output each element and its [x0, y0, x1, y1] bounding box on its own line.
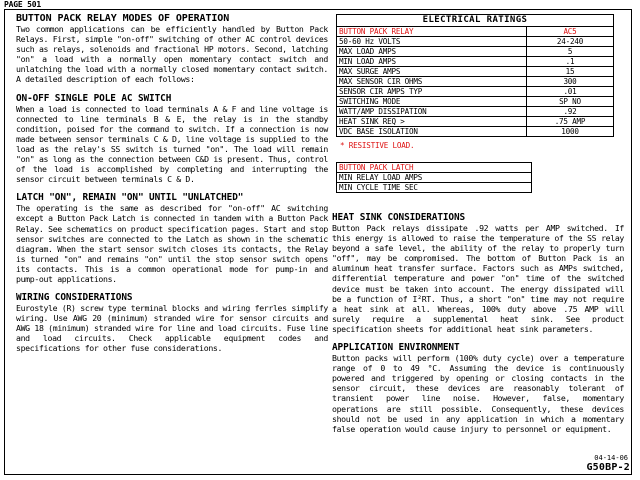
ratings-row [337, 27, 614, 37]
latch-row: MIN RELAY LOAD AMPS [337, 173, 532, 183]
ratings-title: ELECTRICAL RATINGS [337, 15, 614, 27]
ratings-row [337, 67, 614, 77]
page-label: PAGE 501 [4, 0, 41, 9]
ratings-value: 300 [527, 77, 614, 87]
right-column [332, 14, 628, 443]
ratings-row [337, 127, 614, 137]
ratings-value: .92 [527, 107, 614, 117]
intro-paragraph: Two common applications can be efficiently handled by Button Pack Relays. First, simple "on-off" switching of other AC control devices such as relays, solenoids and fractional HP motors. Second, latching "on" a load with a normally open momentary contact switch and unlatching the load with a normally closed momentary contact switch. A detailed description of each follows: [16, 24, 328, 85]
footer-code: G50BP-2 [586, 462, 630, 473]
ratings-label: MAX SENSOR CIR OHMS [337, 77, 527, 87]
section-text-wiring: Eurostyle (R) screw type terminal blocks and wiring ferrles simplify wiring. Use AWG 20 (minimum) stranded wire for sensor circuits and AWG 18 (minimum) stranded wire for line and load circuits. Fuse line and load circuits. Check applicable equipment codes and specifications for other fuse considerations. [16, 303, 328, 354]
ratings-value: 1000 [527, 127, 614, 137]
resistive-load-note: * RESISTIVE LOAD. [340, 141, 415, 150]
ratings-label: MAX LOAD AMPS [337, 47, 527, 57]
ratings-row [337, 57, 614, 67]
right-text [332, 213, 624, 434]
ratings-row [337, 87, 614, 97]
ratings-row [337, 97, 614, 107]
ratings-label: HEAT SINK REQ > [337, 117, 527, 127]
ratings-value: AC5 [527, 27, 614, 37]
ratings-row [337, 117, 614, 127]
electrical-ratings-table [336, 14, 614, 137]
ratings-label: VDC BASE ISOLATION [337, 127, 527, 137]
latch-table [336, 162, 532, 193]
ratings-label: MIN LOAD AMPS [337, 57, 527, 67]
section-title-heat-sink: HEAT SINK CONSIDERATIONS [332, 212, 466, 223]
ratings-row [337, 37, 614, 47]
ratings-row [337, 47, 614, 57]
latch-row: BUTTON PACK LATCH [337, 163, 532, 173]
ratings-value: 15 [527, 67, 614, 77]
section-text-latch: The operating is the same as described for "on-off" AC switching except a Button Pack Latch is connected in tandem with a Button Pack Relay. See schematics on product specification pages. Start and stop sensor switches are connected to the Latch as shown in the schematic diagram. When the start sensor switch closes its contacts, the Relay is turned "on" and remains "on" until the stop sensor switch opens its contacts. This is a common operational mode for pump-in and pump-out applications. [16, 203, 328, 284]
ratings-label: BUTTON PACK RELAY [337, 27, 527, 37]
ratings-value: 24-240 [527, 37, 614, 47]
ratings-label: SENSOR CIR AMPS TYP [337, 87, 527, 97]
section-title-on-off: ON-OFF SINGLE POLE AC SWITCH [16, 92, 172, 104]
section-text-heat-sink: Button Pack relays dissipate .92 watts per AMP switched. If this energy is allowed to raise the temperature of the SS relay beyond a safe level, the ability of the relay to properly turn "off", may be compromised. The bottom of Button Pack is an aluminum heat transfer surface. Factors such as AMPs switched, differential temperature and power "on" time of the switched device must be taken into account. The energy dissipated will be a function of I²RT. Thus, a short "on" time may not require a heat sink at all. Whereas, 100% duty above .75 AMP will surely require a supplemental heat sink. See product specification sheets for additional heat sink parameters. [332, 223, 624, 334]
latch-row: MIN CYCLE TIME SEC [337, 183, 532, 193]
section-text-on-off: When a load is connected to load terminals A & F and line voltage is connected to line terminals B & E, the relay is in the standby condition, poised for the command to switch. If a connection is now made between sensor terminals C & D, line voltage is supplied to the load as the relay's SS switch is turned "on". The load will remain "on" as long as the connection between C&D is present. Thus, control of the load is accomplished by completing and interrupting the sensor circuit between terminals C & D. [16, 103, 328, 185]
section-title-wiring: WIRING CONSIDERATIONS [16, 292, 133, 304]
ratings-label: 50-60 Hz VOLTS [337, 37, 527, 47]
ratings-value: .75 AMP [527, 117, 614, 127]
ratings-value: 5 [527, 47, 614, 57]
footer-date: 04-14-06 [594, 454, 628, 462]
ratings-value: SP NO [527, 97, 614, 107]
ratings-row [337, 77, 614, 87]
main-title: BUTTON PACK RELAY MODES OF OPERATION [16, 13, 230, 24]
ratings-value: .1 [527, 57, 614, 67]
ratings-label: SWITCHING MODE [337, 97, 527, 107]
left-column [16, 14, 328, 363]
ratings-label: MAX SURGE AMPS [337, 67, 527, 77]
section-title-latch: LATCH "ON", REMAIN "ON" UNTIL "UNLATCHED" [16, 192, 244, 204]
ratings-row [337, 107, 614, 117]
ratings-label: WATT/AMP DISSIPATION [337, 107, 527, 117]
ratings-value: .01 [527, 87, 614, 97]
section-title-environment: APPLICATION ENVIRONMENT [332, 342, 460, 354]
section-text-environment: Button packs will perform (100% duty cycle) over a temperature range of 0 to 49 °C. Assuming the device is continuously powered and triggered by opening or closing contacts in the sensor circuit, these devices are reasonably tolerant of transient power line noise. However, false, momentary operations are still possible. Consequently, these devices should not be used in any application in which a momentary false operation would cause injury to personnel or equipment. [332, 353, 624, 434]
